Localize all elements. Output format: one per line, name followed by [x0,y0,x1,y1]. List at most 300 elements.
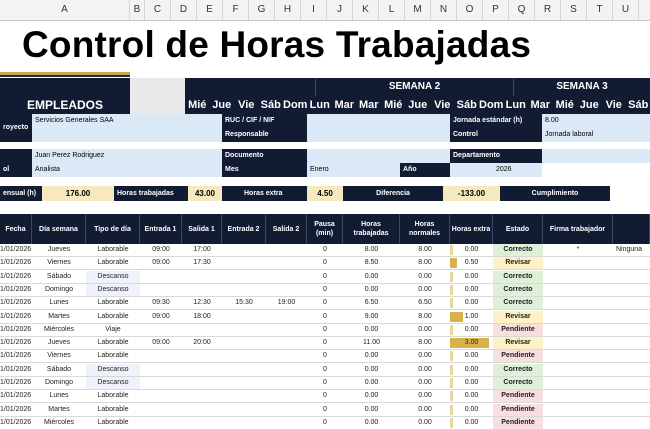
column-letter-d[interactable]: D [171,0,197,20]
col-header-obs[interactable] [613,214,650,244]
cell-extra[interactable] [450,297,493,309]
cell-trab[interactable]: 0.00 [364,352,379,360]
day-header: Jue [212,99,232,111]
cell-tipo[interactable]: Laborable [97,246,129,253]
cell-obs[interactable] [613,350,650,362]
cell-norm[interactable]: 0.00 [418,405,432,413]
cell-e2[interactable] [222,271,266,283]
cell-firma[interactable] [543,337,613,349]
cell-fecha[interactable]: 1/01/2026 [0,352,32,360]
cell-e1[interactable] [140,324,182,336]
cell-firma[interactable] [543,284,613,296]
cell-fecha[interactable]: 1/01/2026 [0,339,32,347]
column-letter-t[interactable]: T [587,0,613,20]
cell-tipo[interactable]: Laborable [97,352,129,360]
cell-s1[interactable] [182,271,222,283]
cell-trab[interactable]: 0.00 [364,285,379,293]
mensual-value: 176.00 [42,186,114,201]
cell-s2[interactable] [266,271,307,283]
mensual-label: ensual (h) [0,186,42,201]
cell-pausa[interactable]: 0 [323,299,327,307]
cell-firma[interactable] [543,297,613,309]
cell-obs[interactable] [613,297,650,309]
cell-trab[interactable]: 0.00 [364,272,379,280]
cell-e2[interactable] [222,284,266,296]
cell-e2[interactable] [222,324,266,336]
cell-e2[interactable] [222,417,266,429]
extra-hours-bar [450,245,453,255]
cell-firma[interactable] [543,324,613,336]
control-value[interactable]: Jornada laboral [542,128,650,142]
cell-fecha[interactable]: 1/01/2026 [0,418,32,426]
mes-label: Mes [222,163,307,177]
cell-e1[interactable] [140,390,182,402]
extra-hours-bar [450,351,453,361]
day-header: Sáb [456,99,477,111]
cell-obs[interactable] [613,324,650,336]
cell-estado[interactable]: Correcto [493,297,543,309]
cell-fecha[interactable]: 1/01/2026 [0,405,32,413]
cell-fecha[interactable]: 1/01/2026 [0,392,32,400]
cell-trab[interactable]: 8.50 [364,259,379,267]
cell-tipo[interactable]: Laborable [97,339,129,347]
cell-norm[interactable]: 0.00 [418,352,432,360]
cell-extra[interactable] [450,284,493,296]
title-rule-navy [0,75,130,77]
cell-s2[interactable] [266,404,307,416]
col-header-norm[interactable]: Horas normales [400,214,450,244]
day-header: Mar [530,99,551,111]
proyecto-value[interactable]: Servicios Generales SAA [32,114,222,142]
cell-e2[interactable] [222,311,266,323]
cell-fecha[interactable]: 1/01/2026 [0,246,32,253]
cell-norm[interactable]: 8.00 [418,339,432,347]
extra-hours-bar [450,258,457,268]
cell-fecha[interactable]: 1/01/2026 [0,325,32,333]
cell-dia[interactable]: Domingo [44,379,73,386]
cell-s1[interactable] [182,417,222,429]
documento-value[interactable] [307,149,450,163]
column-letter-a[interactable]: A [0,0,130,20]
col-header-trab[interactable]: Horas trabajadas [343,214,400,244]
cell-extra[interactable] [450,350,493,362]
cell-pausa[interactable]: 0 [323,379,327,386]
cell-tipo[interactable]: Laborable [97,405,129,413]
cell-e2[interactable] [222,350,266,362]
cell-trab[interactable]: 8.00 [364,246,379,253]
semana-2-header: SEMANA 2 [315,78,513,96]
table-row[interactable] [0,404,650,417]
table-row[interactable] [0,284,650,297]
cell-trab[interactable]: 0.00 [364,365,379,373]
cell-tipo[interactable]: Viaje [105,325,121,333]
cell-norm[interactable]: 8.00 [418,246,432,253]
table-row[interactable] [0,417,650,430]
cell-s1[interactable] [182,324,222,336]
col-header-tipo[interactable]: Tipo de día [86,214,140,244]
cell-dia[interactable]: Martes [48,405,70,413]
day-header: Lun [505,99,526,111]
cell-tipo[interactable]: Descanso [86,271,140,283]
ruc-value[interactable] [307,114,450,128]
cell-s1[interactable]: 18:00 [193,312,211,320]
cell-pausa[interactable]: 0 [323,312,327,320]
cell-s1[interactable] [182,377,222,389]
cell-e2[interactable]: 15:30 [235,299,253,307]
table-row[interactable] [0,377,650,390]
extra-hours-value: 0.00 [464,285,479,293]
cell-norm[interactable]: 0.00 [418,418,432,426]
cell-fecha[interactable]: 1/01/2026 [0,285,32,293]
table-row[interactable] [0,271,650,284]
cell-firma[interactable]: * [576,246,580,253]
cell-e2[interactable] [222,377,266,389]
cell-s1[interactable]: 20:00 [193,339,211,347]
day-header: Sáb [628,99,649,111]
cell-estado[interactable]: Revisar [493,311,543,323]
extra-hours-value: 0.00 [464,325,479,333]
cell-s1[interactable] [182,284,222,296]
cell-extra[interactable] [450,390,493,402]
cell-dia[interactable]: Viernes [47,352,71,360]
column-letter-e[interactable]: E [197,0,223,20]
cell-extra[interactable] [450,257,493,269]
cell-norm[interactable]: 0.00 [418,272,432,280]
cell-s1[interactable] [182,390,222,402]
extra-hours-value: 1.00 [464,312,479,320]
cell-s2[interactable] [266,350,307,362]
cell-dia[interactable]: Lunes [49,392,69,400]
cell-s1[interactable] [182,350,222,362]
cell-firma[interactable] [543,257,613,269]
column-letter-f[interactable]: F [223,0,249,20]
cell-e1[interactable] [140,417,182,429]
cell-s2[interactable] [266,244,307,256]
cell-tipo[interactable]: Descanso [86,284,140,296]
cell-s1[interactable]: 17:30 [193,259,211,267]
cell-s2[interactable] [266,337,307,349]
col-header-fecha[interactable]: Fecha [0,214,32,244]
day-header: Mié [555,99,574,111]
cell-e1[interactable] [140,377,182,389]
departamento-value[interactable] [542,149,650,163]
cell-dia[interactable]: Jueves [47,246,71,253]
cell-dia[interactable]: Miércoles [44,325,74,333]
jornada-label: Jornada estándar (h) [450,114,542,128]
cell-extra[interactable] [450,244,493,256]
cell-pausa[interactable]: 0 [323,259,327,267]
cell-obs[interactable] [613,417,650,429]
cell-estado[interactable]: Pendiente [493,417,543,429]
extra-hours-bar [450,312,463,322]
cell-firma[interactable] [543,404,613,416]
table-row[interactable] [0,324,650,337]
cell-e2[interactable] [222,404,266,416]
cell-extra[interactable] [450,364,493,376]
cargo-value[interactable]: Analista [32,163,222,177]
cell-pausa[interactable]: 0 [323,246,327,253]
cell-s1[interactable] [182,404,222,416]
extra-hours-bar [450,272,453,282]
col-header-firma[interactable]: Firma trabajador [543,214,613,244]
col-header-s1[interactable]: Salida 1 [182,214,222,244]
nombre-label [0,149,32,163]
table-row[interactable] [0,337,650,350]
cell-extra[interactable] [450,271,493,283]
cell-pausa[interactable]: 0 [323,325,327,333]
cell-trab[interactable]: 9.00 [364,312,379,320]
cell-extra[interactable] [450,311,493,323]
cell-dia[interactable]: Jueves [47,339,71,347]
cell-e2[interactable] [222,364,266,376]
col-header-estado[interactable]: Estado [493,214,543,244]
cell-e2[interactable] [222,337,266,349]
table-row[interactable] [0,244,650,257]
day-header: Vie [238,99,255,111]
cell-estado[interactable]: Pendiente [493,390,543,402]
extra-hours-value: 0.00 [464,418,479,426]
cell-norm[interactable]: 8.00 [418,312,432,320]
cell-tipo[interactable]: Laborable [97,259,129,267]
cell-firma[interactable] [543,377,613,389]
extra-hours-value: 0.00 [464,392,479,400]
cell-estado[interactable]: Pendiente [493,350,543,362]
table-row[interactable] [0,350,650,363]
documento-label: Documento [222,149,307,163]
cell-trab[interactable]: 0.00 [364,405,379,413]
cell-tipo[interactable]: Descanso [86,377,140,389]
cell-dia[interactable]: Lunes [49,299,69,307]
cell-firma[interactable] [543,311,613,323]
cell-e1[interactable]: 09:00 [152,339,170,347]
cell-firma[interactable] [543,417,613,429]
cell-pausa[interactable]: 0 [323,339,327,347]
nombre-value[interactable]: Juan Perez Rodriguez [32,149,222,163]
cell-obs[interactable] [613,390,650,402]
column-letter-g[interactable]: G [249,0,275,20]
cell-firma[interactable] [543,390,613,402]
extra-hours-value: 0.00 [464,299,479,307]
cell-estado[interactable]: Correcto [493,364,543,376]
cell-tipo[interactable]: Laborable [97,299,129,307]
table-row[interactable] [0,364,650,377]
extra-hours-value: 3.00 [464,339,479,347]
cell-tipo[interactable]: Descanso [86,364,140,376]
cell-pausa[interactable]: 0 [323,365,327,373]
cell-obs[interactable] [613,404,650,416]
col-header-e1[interactable]: Entrada 1 [140,214,182,244]
cell-fecha[interactable]: 1/01/2026 [0,312,32,320]
cell-norm[interactable]: 6.50 [418,299,432,307]
extra-hours-bar [450,378,453,388]
diferencia-label: Diferencia [343,186,443,201]
cell-s1[interactable]: 17:00 [193,246,211,253]
cell-dia[interactable]: Sábado [46,365,72,373]
cell-s2[interactable] [266,417,307,429]
cell-dia[interactable]: Domingo [44,285,73,293]
cell-obs[interactable]: Ninguna [616,246,643,253]
column-letter-i[interactable]: I [301,0,327,20]
cell-obs[interactable] [613,271,650,283]
cell-obs[interactable] [613,257,650,269]
cell-obs[interactable] [613,337,650,349]
column-letter-u[interactable]: U [613,0,639,20]
cell-dia[interactable]: Viernes [47,259,71,267]
cell-s2[interactable]: 19:00 [277,299,296,307]
anio-label: Año [400,163,450,177]
column-letter-n[interactable]: N [431,0,457,20]
column-letter-q[interactable]: Q [509,0,535,20]
table-row[interactable] [0,257,650,270]
cell-e1[interactable] [140,271,182,283]
extra-hours-value: 0.00 [464,352,479,360]
cargo-label: ol [0,163,32,177]
cell-tipo[interactable]: Laborable [97,418,129,426]
cell-extra[interactable] [450,404,493,416]
cell-trab[interactable]: 6.50 [364,299,379,307]
cell-trab[interactable]: 0.00 [364,379,379,386]
cell-estado[interactable]: Correcto [493,271,543,283]
cell-pausa[interactable]: 0 [323,418,327,426]
cell-extra[interactable] [450,324,493,336]
column-letter-o[interactable]: O [457,0,483,20]
cell-estado[interactable]: Pendiente [493,404,543,416]
cell-extra[interactable] [450,377,493,389]
cell-norm[interactable]: 0.00 [418,379,432,386]
cell-estado[interactable]: Revisar [493,257,543,269]
cell-e1[interactable] [140,364,182,376]
cell-s2[interactable] [266,364,307,376]
cell-obs[interactable] [613,377,650,389]
cell-obs[interactable] [613,284,650,296]
cell-tipo[interactable]: Laborable [97,312,129,320]
cell-s1[interactable] [182,364,222,376]
cell-dia[interactable]: Miércoles [44,418,74,426]
cell-pausa[interactable]: 0 [323,272,327,280]
cell-obs[interactable] [613,311,650,323]
cell-e1[interactable]: 09:00 [152,246,170,253]
cell-e1[interactable]: 09:30 [152,299,170,307]
cell-firma[interactable] [543,364,613,376]
responsable-value[interactable] [307,128,450,142]
cell-fecha[interactable]: 1/01/2026 [0,259,32,267]
column-letter-b[interactable]: B [130,0,145,20]
column-letter-j[interactable]: J [327,0,353,20]
cell-pausa[interactable]: 0 [323,352,327,360]
cell-fecha[interactable]: 1/01/2026 [0,299,32,307]
col-header-pausa[interactable]: Pausa (min) [307,214,343,244]
cell-e1[interactable]: 09:00 [152,312,170,320]
table-row[interactable] [0,390,650,403]
extra-hours-value: 0.00 [464,272,479,280]
column-letter-c[interactable]: C [145,0,171,20]
cell-s2[interactable] [266,324,307,336]
cell-pausa[interactable]: 0 [323,405,327,413]
cell-estado[interactable]: Correcto [493,244,543,256]
cell-norm[interactable]: 0.00 [418,392,432,400]
cell-dia[interactable]: Martes [48,312,70,320]
cumplimiento-label: Cumplimiento [500,186,610,201]
column-letter-p[interactable]: P [483,0,509,20]
cell-e2[interactable] [222,257,266,269]
cell-estado[interactable]: Revisar [493,337,543,349]
anio-value[interactable]: 2026 [450,163,542,177]
column-letter-k[interactable]: K [353,0,379,20]
cell-estado[interactable]: Correcto [493,377,543,389]
table-row[interactable] [0,311,650,324]
col-header-extra[interactable]: Horas extra [450,214,493,244]
cell-fecha[interactable]: 1/01/2026 [0,272,32,280]
cell-norm[interactable]: 8.00 [418,259,432,267]
proyecto-label: royecto [0,114,32,142]
cell-s2[interactable] [266,390,307,402]
extra-hours-bar [450,391,453,401]
day-header: Dom [283,99,308,111]
col-header-s2[interactable]: Salida 2 [266,214,307,244]
cell-extra[interactable] [450,417,493,429]
cell-extra[interactable] [450,337,493,349]
cell-s2[interactable] [266,284,307,296]
cell-norm[interactable]: 0.00 [418,325,432,333]
day-header: Vie [605,99,622,111]
column-letter-h[interactable]: H [275,0,301,20]
cell-trab[interactable]: 0.00 [364,418,379,426]
diferencia-value: -133.00 [443,186,500,201]
cell-pausa[interactable]: 0 [323,285,327,293]
day-header: Mié [384,99,403,111]
cell-e2[interactable] [222,244,266,256]
cell-trab[interactable]: 11.00 [363,339,380,347]
cell-firma[interactable] [543,271,613,283]
cell-fecha[interactable]: 1/01/2026 [0,379,32,386]
cell-estado[interactable]: Correcto [493,284,543,296]
day-header: Mar [358,99,379,111]
table-row[interactable] [0,297,650,310]
cell-trab[interactable]: 0.00 [364,392,379,400]
cell-s1[interactable]: 12:30 [193,299,211,307]
cell-fecha[interactable]: 1/01/2026 [0,365,32,373]
extra-hours-value: 0.00 [464,365,479,373]
cell-norm[interactable]: 0.00 [418,285,432,293]
day-header: Mar [334,99,355,111]
cell-e1[interactable] [140,350,182,362]
extra-hours-bar [450,325,453,335]
column-letter-r[interactable]: R [535,0,561,20]
cell-tipo[interactable]: Laborable [97,392,129,400]
cell-e1[interactable] [140,284,182,296]
cell-estado[interactable]: Pendiente [493,324,543,336]
cell-e1[interactable] [140,404,182,416]
cell-obs[interactable] [613,364,650,376]
cell-e2[interactable] [222,390,266,402]
cell-trab[interactable]: 0.00 [364,325,379,333]
cell-firma[interactable] [543,350,613,362]
column-letter-m[interactable]: M [405,0,431,20]
cell-s2[interactable] [266,257,307,269]
cell-e1[interactable]: 09:00 [152,259,170,267]
cell-s2[interactable] [266,311,307,323]
mes-value[interactable]: Enero [307,163,400,177]
col-header-dia[interactable]: Día semana [32,214,86,244]
jornada-value[interactable]: 8.00 [542,114,650,128]
cell-dia[interactable]: Sábado [46,272,72,280]
cell-s2[interactable] [266,377,307,389]
col-header-e2[interactable]: Entrada 2 [222,214,266,244]
cell-norm[interactable]: 0.00 [418,365,432,373]
column-letter-l[interactable]: L [379,0,405,20]
cell-pausa[interactable]: 0 [323,392,327,400]
column-letter-s[interactable]: S [561,0,587,20]
